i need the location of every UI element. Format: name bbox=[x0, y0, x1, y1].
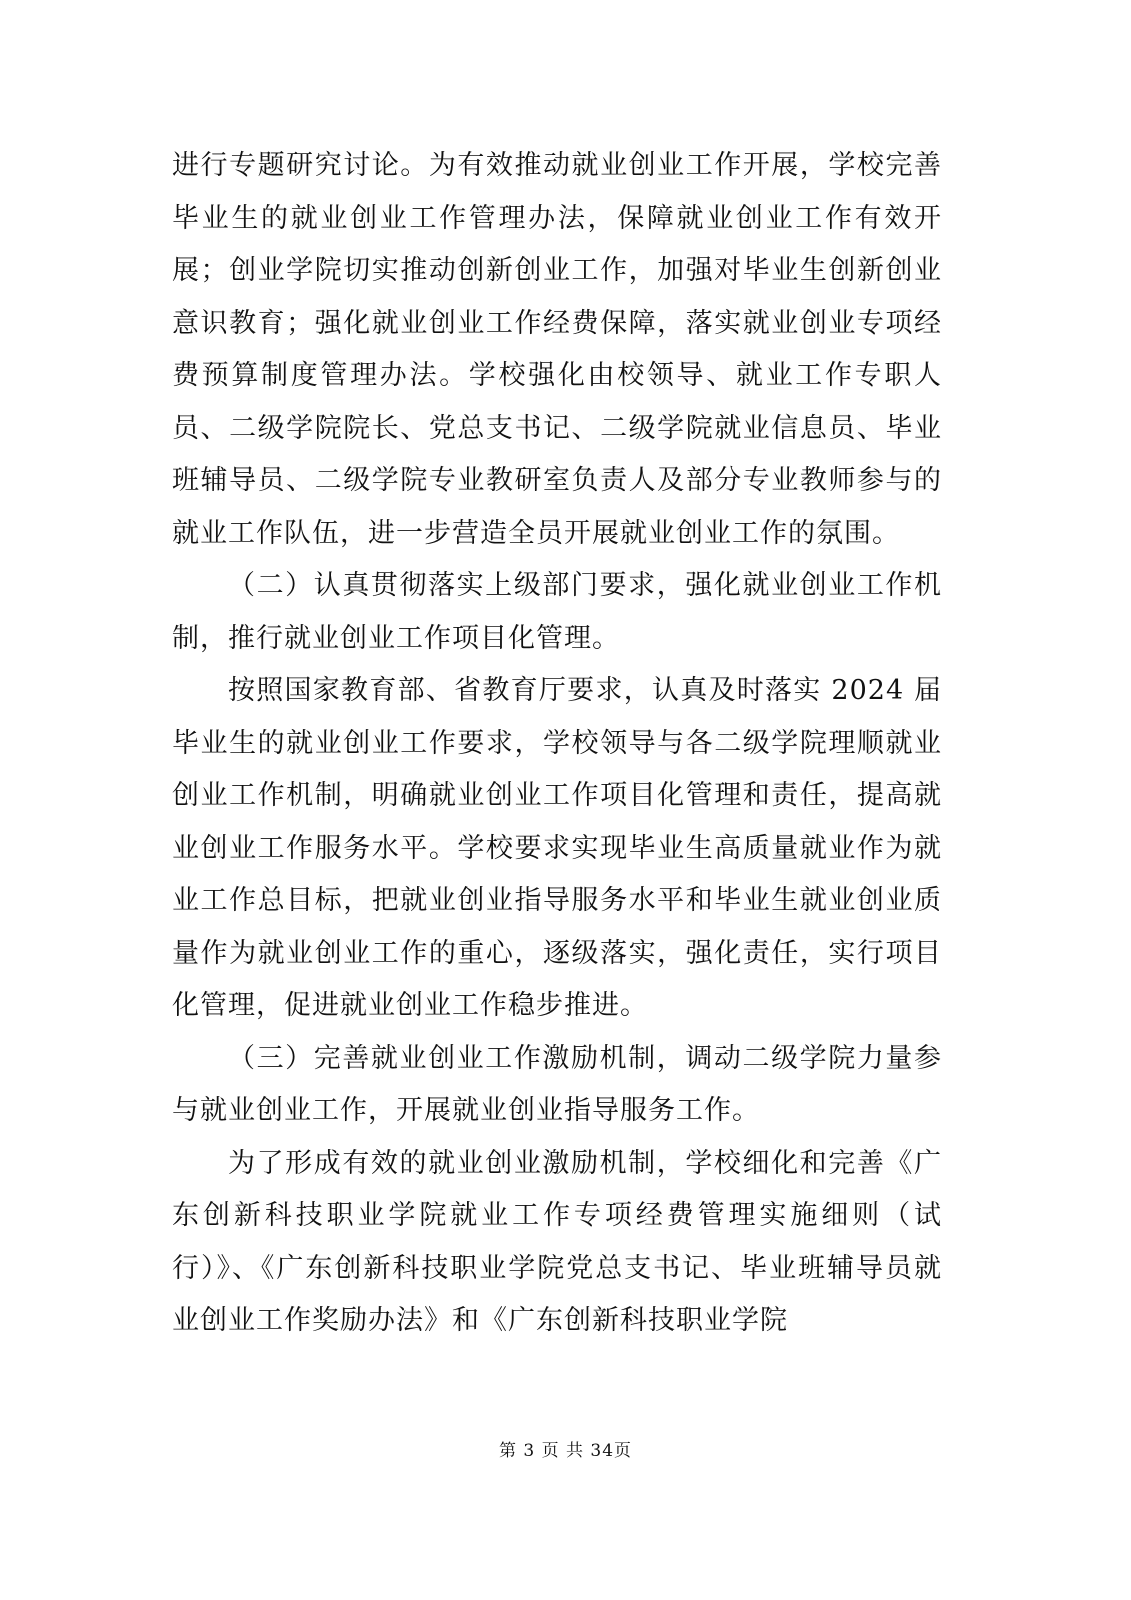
document-body bbox=[172, 140, 942, 1348]
paragraph-incentive: 为了形成有效的就业创业激励机制，学校细化和完善《广东创新科技职业学院就业工作专项经费管理实施细则（试行）》、《广东创新科技职业学院党总支书记、毕业班辅导员就业创业工作奖励办法》和《广东创新科技职业学院 bbox=[172, 1147, 942, 1336]
paragraph-mechanism: 按照国家教育部、省教育厅要求，认真及时落实 2024 届毕业生的就业创业工作要求，学校领导与各二级学院理顺就业创业工作机制，明确就业创业工作项目化管理和责任，提高就业创业工作服务水平。学校要求实现毕业生高质量就业作为就业工作总目标，把就业创业指导服务水平和毕业生就业创业质量作为就业创业工作的重心，逐级落实，强化责任，实行项目化管理，促进就业创业工作稳步推进。 bbox=[172, 675, 942, 1021]
page-number-footer: 第 3 页 共 34页 bbox=[498, 1441, 633, 1461]
section-heading-2: （二）认真贯彻落实上级部门要求，强化就业创业工作机制，推行就业创业工作项目化管理。 bbox=[172, 570, 942, 654]
section-heading-3: （三）完善就业创业工作激励机制，调动二级学院力量参与就业创业工作，开展就业创业指导服务工作。 bbox=[172, 1042, 942, 1126]
paragraph-continued: 进行专题研究讨论。为有效推动就业创业工作开展，学校完善毕业生的就业创业工作管理办法，保障就业创业工作有效开展；创业学院切实推动创新创业工作，加强对毕业生创新创业意识教育；强化就业创业工作经费保障，落实就业创业专项经费预算制度管理办法。学校强化由校领导、就业工作专职人员、二级学院院长、党总支书记、二级学院就业信息员、毕业班辅导员、二级学院专业教研室负责人及部分专业教师参与的就业工作队伍，进一步营造全员开展就业创业工作的氛围。 bbox=[172, 150, 942, 549]
